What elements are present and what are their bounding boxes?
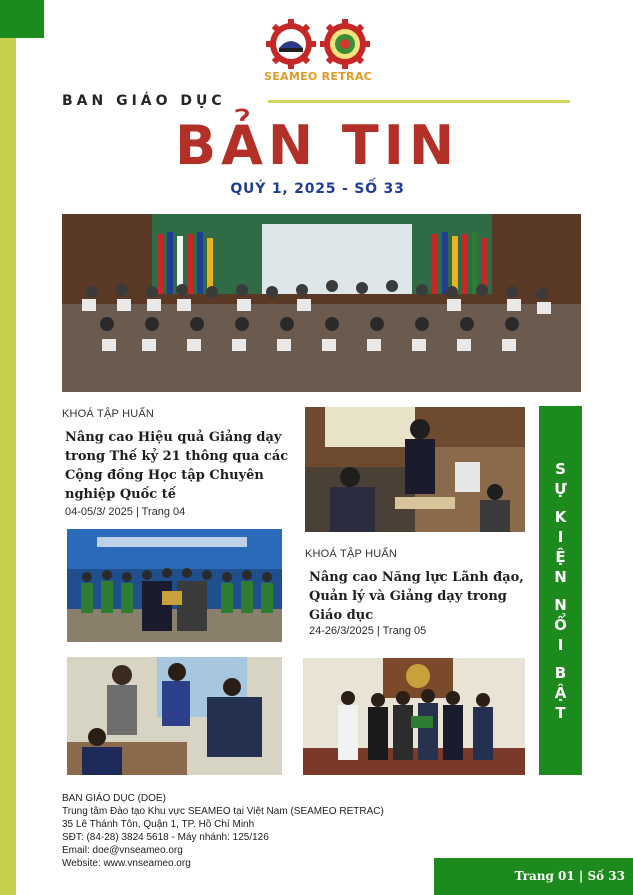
article1-title[interactable] [65, 428, 295, 504]
sidebar-letter: S [555, 459, 566, 478]
newsletter-title: BẢN TIN [174, 114, 460, 177]
workshop-photo [305, 407, 525, 532]
ceremony-photo [67, 529, 282, 642]
article1-title-line: Nâng cao Hiệu quả Giảng dạy [65, 430, 282, 445]
sidebar-letter: K [554, 507, 567, 526]
logo-wordmark: SEAMEO RETRAC [263, 70, 373, 83]
footer-phone: SĐT: (84-28) 3824 5618 - Máy nhánh: 125/126 [62, 832, 269, 843]
article2-title-line: Giáo dục [309, 608, 374, 623]
seameo-gear-logo-icon [266, 19, 316, 69]
sidebar-letter: Ệ [555, 547, 566, 566]
footer-contact [62, 792, 384, 870]
article2-title-line: Nâng cao Năng lực Lãnh đạo, [309, 570, 524, 585]
sidebar-letter: I [557, 635, 564, 654]
left-accent-strip [0, 0, 16, 895]
article2-category: KHOÁ TẬP HUẤN [305, 548, 398, 560]
retrac-gear-logo-icon [320, 19, 370, 69]
issue-label: QUÝ 1, 2025 - SỐ 33 [230, 181, 405, 197]
sidebar-letter: I [557, 527, 564, 546]
seameo-logos [266, 18, 370, 70]
footer-address: 35 Lê Thánh Tôn, Quận 1, TP. Hồ Chí Minh [62, 819, 255, 830]
article2-meta: 24-26/3/2025 | Trang 05 [309, 625, 427, 637]
sidebar-letter: Ự [554, 479, 567, 498]
article2-title-line: Quản lý và Giảng dạy trong [309, 589, 507, 604]
footer-dept: BAN GIÁO DỤC (DOE) [62, 793, 166, 804]
sidebar-letter: Ổ [554, 615, 567, 634]
sidebar-letter: T [555, 703, 566, 722]
article1-title-line: trong Thế kỷ 21 thông qua các [65, 449, 289, 464]
footer-email[interactable]: Email: doe@vnseameo.org [62, 845, 183, 856]
header-divider [268, 100, 570, 103]
highlight-sidebar-label [539, 406, 582, 775]
sidebar-letter: N [554, 567, 567, 586]
corner-accent-block [0, 0, 44, 38]
footer-website[interactable]: Website: www.vnseameo.org [62, 858, 191, 869]
article1-title-line: nghiệp Quốc tế [65, 487, 176, 502]
article2-title[interactable] [309, 568, 529, 625]
article1-title-line: Cộng đồng Học tập Chuyên [65, 468, 264, 483]
sidebar-letter: Ậ [554, 683, 567, 702]
article1-category: KHOÁ TẬP HUẤN [62, 408, 155, 420]
signing-photo [303, 658, 525, 775]
page-number: Trang 01 | Số 33 [514, 869, 625, 883]
sidebar-letter: B [554, 663, 567, 682]
article1-meta: 04-05/3/ 2025 | Trang 04 [65, 506, 186, 518]
footer-org: Trung tâm Đào tạo Khu vực SEAMEO tại Việt Nam (SEAMEO RETRAC) [62, 806, 384, 817]
sidebar-letter: N [554, 595, 567, 614]
classroom-photo [67, 657, 282, 775]
department-label: BAN GIÁO DỤC [62, 93, 226, 109]
hero-group-photo [62, 214, 581, 392]
